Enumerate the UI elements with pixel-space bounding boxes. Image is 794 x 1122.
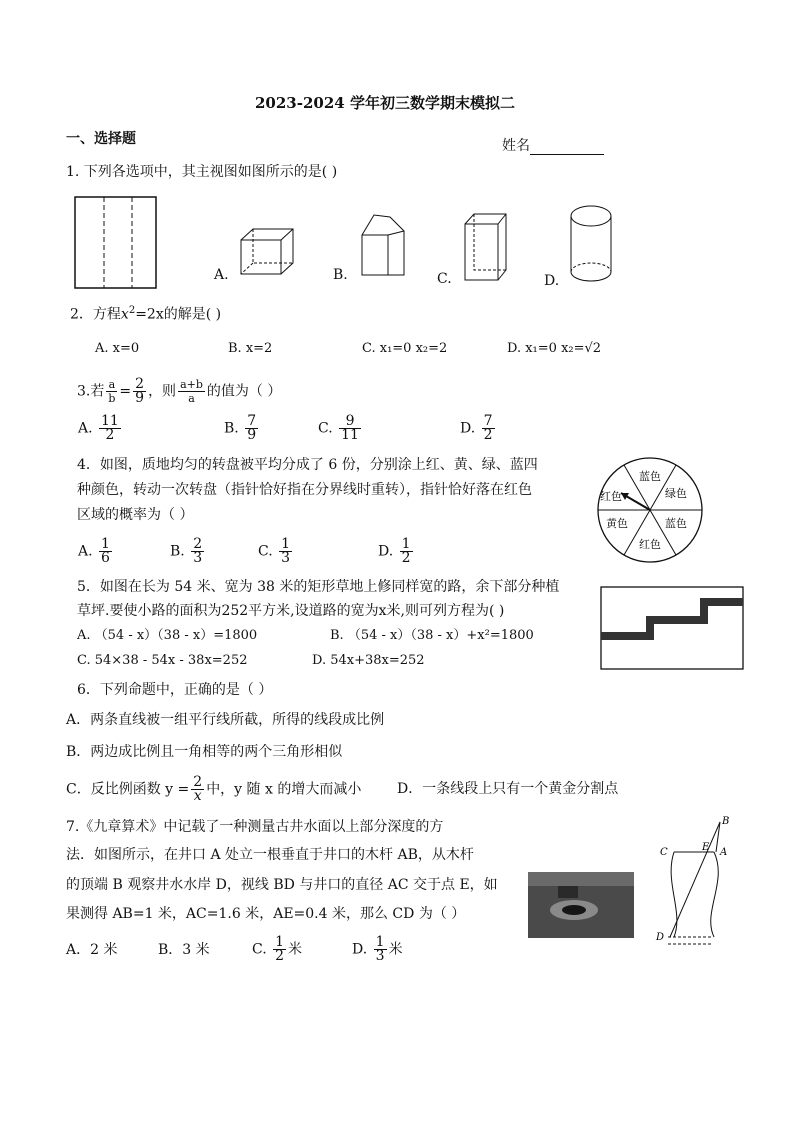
q4-line-3: 区域的概率为（ ）	[77, 507, 194, 523]
q3-stem-post: 的值为（ ）	[206, 383, 282, 400]
page-title: 2023-2024 学年初三数学期末模拟二	[255, 94, 515, 112]
q4-line-1: 4．如图，质地均匀的转盘被平均分成了 6 份，分别涂上红、黄、绿、蓝四	[77, 457, 538, 473]
q7-fig-label-e: E	[702, 842, 710, 853]
q3-stem	[77, 378, 281, 405]
q7-option-a[interactable]: A．2 米	[66, 942, 118, 958]
q1-option-b-prism-figure	[360, 213, 408, 277]
q5-road-figure	[600, 586, 744, 670]
q2-eq-power: 2	[128, 305, 136, 316]
spinner-label-0: 蓝色	[639, 470, 661, 483]
section-heading: 一、选择题	[66, 131, 136, 147]
q6-stem: 6．下列命题中，正确的是（ ）	[77, 682, 273, 698]
q7-fig-label-d: D	[656, 932, 665, 943]
q1-option-c[interactable]: C.	[437, 271, 452, 287]
q4-spinner-figure	[595, 455, 705, 565]
q3-equals: =	[119, 383, 132, 400]
q5-line-1: 5．如图在长为 54 米、宽为 38 米的矩形草地上修同样宽的路，余下部分种植	[77, 579, 560, 595]
q4-option-b[interactable]: B. $\frac{2}{3}$	[170, 536, 203, 566]
q3-option-a[interactable]: A. $\frac{11}{2}$	[78, 413, 119, 443]
q4-option-c[interactable]: C. $\frac{1}{3}$	[258, 536, 291, 566]
q6-option-c[interactable]: C．反比例函数 y = $\frac{2}{x}$ 中，y 随 x 的增大而减小	[66, 774, 362, 804]
q1-option-a[interactable]: A.	[214, 267, 229, 283]
q2-stem	[70, 302, 221, 324]
name-blank[interactable]	[530, 140, 604, 155]
q1-main-view-figure	[74, 196, 158, 290]
spinner-label-3: 红色	[639, 538, 661, 551]
q3-option-c[interactable]: C. $\frac{9}{11}$	[318, 413, 359, 443]
q3-frac-apb-a: $\frac{a+b}{a}$	[180, 378, 203, 405]
q2-option-d[interactable]: D. x₁=0 x₂=√2	[507, 341, 602, 356]
q2-stem-post: 的解是( )	[163, 306, 222, 323]
q4-option-a[interactable]: A. $\frac{1}{6}$	[78, 536, 110, 566]
q5-option-b[interactable]: B. （54 - x）（38 - x）+x²=1800	[330, 628, 534, 643]
q7-well-diagram	[656, 812, 738, 962]
spinner-label-1: 绿色	[665, 487, 687, 500]
q3-stem-mid: ，则	[148, 383, 177, 400]
q7-line-2: 法．如图所示，在井口 A 处立一根垂直于井口的木杆 AB，从木杆	[66, 847, 474, 863]
q5-option-c[interactable]: C. 54×38 - 54x - 38x=252	[77, 653, 248, 668]
q2-option-c[interactable]: C. x₁=0 x₂=2	[362, 341, 448, 356]
q1-option-c-box-figure	[462, 212, 510, 282]
q6-option-a[interactable]: A．两条直线被一组平行线所截，所得的线段成比例	[66, 712, 385, 728]
q4-option-d[interactable]: D. $\frac{1}{2}$	[378, 536, 411, 566]
q7-option-c[interactable]: C. $\frac{1}{2}$ 米	[252, 934, 303, 964]
q3-option-d[interactable]: D. $\frac{7}{2}$	[460, 413, 493, 443]
q2-eq-rhs: =2x	[135, 306, 164, 323]
q3-frac-2-9: $\frac{2}{9}$	[135, 376, 145, 406]
q3-frac-a-b: $\frac{a}{b}$	[108, 378, 116, 405]
q5-option-d[interactable]: D. 54x+38x=252	[312, 653, 425, 668]
q2-eq-var: x	[120, 306, 129, 323]
q2-stem-pre: 2．方程	[70, 306, 121, 323]
q1-option-b[interactable]: B.	[333, 267, 348, 283]
name-field[interactable]	[502, 137, 604, 155]
q6-option-b[interactable]: B．两边成比例且一角相等的两个三角形相似	[66, 744, 343, 760]
spinner-label-4: 黄色	[606, 517, 628, 530]
q7-line-4: 果测得 AB=1 米，AC=1.6 米，AE=0.4 米，那么 CD 为（ ）	[66, 906, 466, 922]
q1-option-d[interactable]: D.	[544, 273, 560, 289]
spinner-label-2: 蓝色	[665, 517, 687, 530]
q7-fig-label-a: A	[720, 847, 728, 858]
spinner-label-5: 红色	[600, 490, 622, 503]
q1-option-a-cube-figure	[240, 228, 295, 276]
q2-option-b[interactable]: B. x=2	[228, 341, 273, 356]
q2-option-a[interactable]: A. x=0	[95, 341, 140, 356]
q7-option-d[interactable]: D. $\frac{1}{3}$ 米	[352, 934, 403, 964]
q3-stem-pre: 3.若	[77, 383, 105, 400]
q7-fig-label-b: B	[722, 816, 730, 827]
q5-line-2: 草坪.要使小路的面积为252平方米,设道路的宽为x米,则可列方程为( )	[77, 603, 505, 619]
q1-option-d-cylinder-figure	[568, 204, 616, 284]
q5-option-a[interactable]: A. （54 - x）（38 - x）=1800	[77, 628, 258, 643]
q3-option-b[interactable]: B. $\frac{7}{9}$	[224, 413, 257, 443]
q7-line-1: 7.《九章算术》中记载了一种测量古井水面以上部分深度的方	[66, 819, 444, 835]
q4-line-2: 种颜色，转动一次转盘（指针恰好指在分界线时重转），指针恰好落在红色	[77, 482, 532, 498]
q7-line-3: 的顶端 B 观察井水水岸 D，视线 BD 与井口的直径 AC 交于点 E，如	[66, 877, 498, 893]
name-label: 姓名	[502, 138, 530, 154]
q1-stem: 1. 下列各选项中，其主视图如图所示的是( )	[66, 164, 338, 180]
q7-fig-label-c: C	[660, 847, 668, 858]
q7-option-b[interactable]: B．3 米	[158, 942, 210, 958]
q7-well-photo	[528, 872, 634, 938]
q6-option-d[interactable]: D．一条线段上只有一个黄金分割点	[397, 781, 619, 797]
